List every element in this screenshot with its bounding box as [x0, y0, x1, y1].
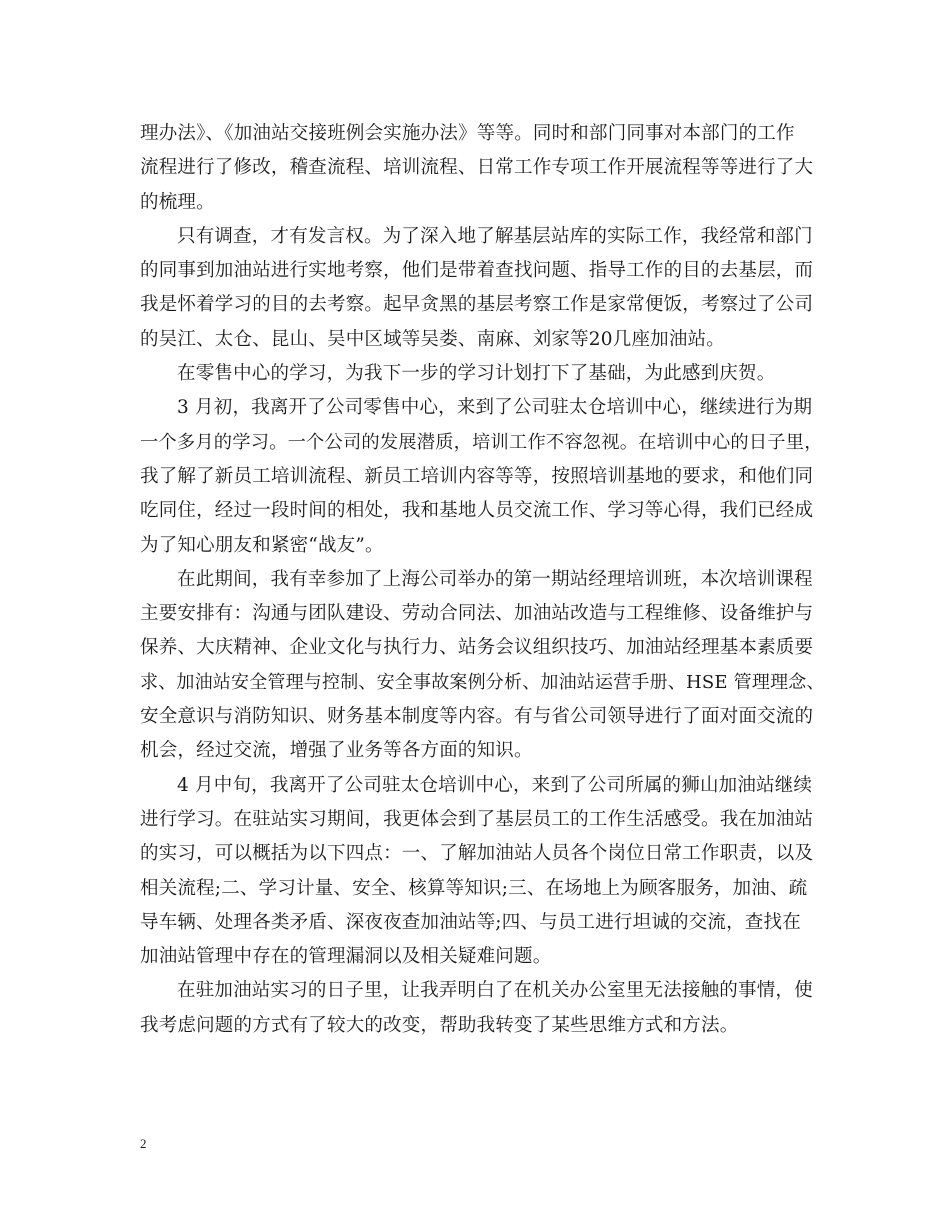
text-line: 保养、大庆精神、企业文化与执行力、站务会议组织技巧、加油站经理基本素质要 — [140, 637, 814, 659]
text-line: 的同事到加油站进行实地考察，他们是带着查找问题、指导工作的目的去基层，而 — [140, 260, 814, 282]
text-line: 吃同住，经过一段时间的相处，我和基地人员交流工作、学习等心得，我们已经成 — [140, 500, 814, 522]
text-line: 机会，经过交流，增强了业务等各方面的知识。 — [140, 740, 533, 762]
body-text — [140, 117, 825, 1043]
text-line: 理办法》、《加油站交接班例会实施办法》等等。同时和部门同事对本部门的工作 — [140, 123, 795, 144]
text-line: 流程进行了修改，稽查流程、培训流程、日常工作专项工作开展流程等等进行了大 — [140, 157, 814, 179]
text-line: 4 月中旬，我离开了公司驻太仓培训中心，来到了公司所属的狮山加油站继续 — [177, 774, 813, 796]
text-line: 在驻加油站实习的日子里，让我弄明白了在机关办公室里无法接触的事情，使 — [177, 980, 813, 1002]
text-line: 一个多月的学习。一个公司的发展潜质，培训工作不容忽视。在培训中心的日子里， — [140, 431, 823, 453]
text-line: 的梳理。 — [140, 191, 215, 213]
text-line: 加油站管理中存在的管理漏洞以及相关疑难问题。 — [140, 946, 552, 968]
text-line: 进行学习。在驻站实习期间，我更体会到了基层员工的工作生活感受。我在加油站 — [140, 808, 814, 830]
text-line: 在此期间，我有幸参加了上海公司举办的第一期站经理培训班，本次培训课程 — [177, 568, 813, 590]
text-line: 3 月初，我离开了公司零售中心，来到了公司驻太仓培训中心，继续进行为期 — [177, 397, 813, 419]
page-number: 2 — [140, 1136, 147, 1151]
text-line: 为了知心朋友和紧密“战友”。 — [140, 534, 384, 556]
text-line: 的实习，可以概括为以下四点：一、了解加油站人员各个岗位日常工作职责，以及 — [140, 843, 814, 865]
text-line: 求、加油站安全管理与控制、安全事故案例分析、加油站运营手册、HSE 管理理念、 — [140, 671, 825, 693]
text-line: 我考虑问题的方式有了较大的改变，帮助我转变了某些思维方式和方法。 — [140, 1014, 739, 1036]
text-line: 的吴江、太仓、昆山、吴中区域等吴娄、南麻、刘家等20几座加油站。 — [140, 328, 725, 350]
text-line: 我是怀着学习的目的去考察。起早贪黑的基层考察工作是家常便饭，考察过了公司 — [140, 294, 814, 316]
text-line: 在零售中心的学习，为我下一步的学习计划打下了基础，为此感到庆贺。 — [177, 363, 776, 385]
text-line: 导车辆、处理各类矛盾、深夜夜查加油站等;四、与员工进行坦诚的交流，查找在 — [140, 911, 801, 933]
text-line: 主要安排有：沟通与团队建设、劳动合同法、加油站改造与工程维修、设备维护与 — [140, 603, 814, 625]
text-line: 我了解了新员工培训流程、新员工培训内容等等，按照培训基地的要求，和他们同 — [140, 465, 814, 487]
text-line: 相关流程;二、学习计量、安全、核算等知识;三、在场地上为顾客服务，加油、疏 — [140, 877, 808, 899]
text-line: 安全意识与消防知识、财务基本制度等内容。有与省公司领导进行了面对面交流的 — [140, 706, 814, 728]
text-line: 只有调查，才有发言权。为了深入地了解基层站库的实际工作，我经常和部门 — [177, 225, 813, 247]
